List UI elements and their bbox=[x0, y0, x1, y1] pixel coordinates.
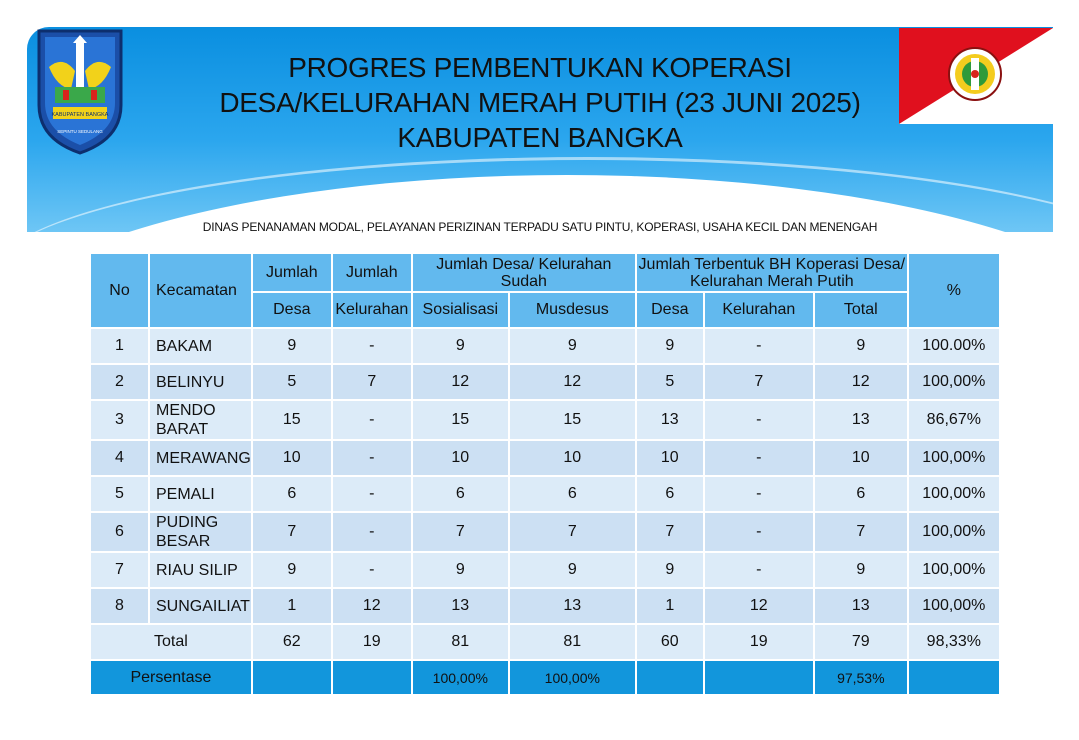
header-musdesus: Musdesus bbox=[510, 293, 635, 327]
cell-kelurahan: - bbox=[369, 337, 375, 354]
cell-musdesus: 12 bbox=[563, 373, 582, 390]
cell-bh-kelurahan: 7 bbox=[754, 373, 764, 390]
cell-bh-desa: 13 bbox=[660, 411, 679, 428]
cell-bh-kelurahan: 12 bbox=[749, 597, 768, 614]
logo-text: KABUPATEN BANGKA bbox=[51, 112, 109, 118]
cell-sosialisasi: 9 bbox=[455, 337, 465, 354]
header-sosialisasi: Sosialisasi bbox=[413, 293, 508, 327]
cell-bh-total: 12 bbox=[851, 373, 870, 390]
cell-kelurahan: 7 bbox=[367, 373, 377, 390]
header-bh-kelurahan: Kelurahan bbox=[705, 293, 813, 327]
header-bh-desa: Desa bbox=[637, 293, 703, 327]
cell-bh-total: 13 bbox=[851, 597, 870, 614]
total-desa: 62 bbox=[282, 633, 301, 650]
header-percent: % bbox=[909, 254, 999, 327]
header-bh-total: Total bbox=[815, 293, 907, 327]
cell-desa: 5 bbox=[287, 373, 297, 390]
cooperative-progress-table bbox=[89, 252, 1001, 696]
cell-musdesus: 7 bbox=[567, 523, 577, 540]
total-percent: 98,33% bbox=[926, 633, 981, 650]
persentase-row bbox=[91, 661, 999, 694]
header-desa: Desa bbox=[253, 293, 331, 327]
total-kelurahan: 19 bbox=[362, 633, 381, 650]
table-row bbox=[91, 513, 999, 551]
cell-bh-total: 13 bbox=[851, 411, 870, 428]
cell-desa: 7 bbox=[287, 523, 297, 540]
cell-percent: 100,00% bbox=[922, 485, 986, 502]
cell-bh-desa: 9 bbox=[665, 337, 675, 354]
table-row bbox=[91, 553, 999, 587]
persentase-musdesus: 100,00% bbox=[510, 661, 635, 694]
header-kelurahan: Kelurahan bbox=[333, 293, 411, 327]
cell-sosialisasi: 9 bbox=[455, 561, 465, 578]
cell-desa: 10 bbox=[282, 449, 301, 466]
header-sudah: Jumlah Desa/ Kelurahan Sudah bbox=[413, 254, 635, 291]
total-sosialisasi: 81 bbox=[451, 633, 470, 650]
persentase-desa-empty bbox=[253, 661, 331, 694]
cell-no: 3 bbox=[115, 411, 124, 428]
cell-desa: 9 bbox=[287, 561, 297, 578]
cell-percent: 100,00% bbox=[922, 373, 986, 390]
cell-kecamatan: MENDO BARAT bbox=[156, 402, 216, 438]
persentase-kelurahan-empty bbox=[333, 661, 411, 694]
table-row bbox=[91, 365, 999, 399]
total-musdesus: 81 bbox=[563, 633, 582, 650]
cell-musdesus: 13 bbox=[563, 597, 582, 614]
cell-bh-desa: 1 bbox=[665, 597, 675, 614]
cell-bh-desa: 10 bbox=[660, 449, 679, 466]
cell-bh-desa: 9 bbox=[665, 561, 675, 578]
cell-desa: 9 bbox=[287, 337, 297, 354]
cell-bh-desa: 7 bbox=[665, 523, 675, 540]
cell-sosialisasi: 10 bbox=[451, 449, 470, 466]
header-jumlah-desa: Jumlah bbox=[253, 254, 331, 291]
cell-bh-kelurahan: - bbox=[756, 485, 762, 502]
table-row bbox=[91, 441, 999, 475]
cell-bh-total: 9 bbox=[856, 561, 866, 578]
cell-kelurahan: - bbox=[369, 449, 375, 466]
cell-musdesus: 9 bbox=[567, 337, 577, 354]
cell-desa: 6 bbox=[287, 485, 297, 502]
header-terbentuk: Jumlah Terbentuk BH Koperasi Desa/ Kelurahan Merah Putih bbox=[638, 255, 906, 290]
cell-musdesus: 10 bbox=[563, 449, 582, 466]
cell-musdesus: 9 bbox=[567, 561, 577, 578]
total-row bbox=[91, 625, 999, 659]
cell-bh-kelurahan: - bbox=[756, 523, 762, 540]
cell-kecamatan: BELINYU bbox=[156, 373, 225, 391]
cell-desa: 1 bbox=[287, 597, 297, 614]
cell-no: 7 bbox=[115, 561, 124, 578]
logo-motto: SEPINTU SEDULANG bbox=[57, 129, 103, 134]
header-no: No bbox=[91, 254, 148, 327]
total-bh-total: 79 bbox=[851, 633, 870, 650]
cell-bh-desa: 6 bbox=[665, 485, 675, 502]
persentase-percent-empty bbox=[909, 661, 999, 694]
cell-kecamatan: RIAU SILIP bbox=[156, 561, 238, 579]
cell-bh-desa: 5 bbox=[665, 373, 675, 390]
persentase-sosialisasi: 100,00% bbox=[413, 661, 508, 694]
header-jumlah-kelurahan: Jumlah bbox=[333, 254, 411, 291]
cell-bh-kelurahan: - bbox=[756, 337, 762, 354]
cell-kecamatan: MERAWANG bbox=[156, 449, 251, 467]
cell-no: 8 bbox=[115, 597, 124, 614]
cell-bh-total: 9 bbox=[856, 337, 866, 354]
page-title bbox=[140, 50, 940, 155]
cell-kelurahan: - bbox=[369, 411, 375, 428]
cell-kecamatan: SUNGAILIAT bbox=[156, 597, 250, 615]
cell-desa: 15 bbox=[282, 411, 301, 428]
cell-bh-total: 7 bbox=[856, 523, 866, 540]
cell-kecamatan: PEMALI bbox=[156, 485, 215, 503]
title-line-3: KABUPATEN BANGKA bbox=[397, 122, 683, 153]
cell-sosialisasi: 12 bbox=[451, 373, 470, 390]
cell-kecamatan: PUDING BESAR bbox=[156, 514, 219, 550]
persentase-bh-total: 97,53% bbox=[815, 661, 907, 694]
title-line-1: PROGRES PEMBENTUKAN KOPERASI bbox=[288, 52, 792, 83]
cell-percent: 100,00% bbox=[922, 597, 986, 614]
cell-sosialisasi: 13 bbox=[451, 597, 470, 614]
table-row bbox=[91, 589, 999, 623]
persentase-label: Persentase bbox=[91, 661, 251, 694]
cell-percent: 100,00% bbox=[922, 561, 986, 578]
total-bh-kelurahan: 19 bbox=[749, 633, 768, 650]
cell-kelurahan: - bbox=[369, 485, 375, 502]
table-row bbox=[91, 477, 999, 511]
cell-kelurahan: 12 bbox=[362, 597, 381, 614]
cell-kelurahan: - bbox=[369, 523, 375, 540]
cell-no: 2 bbox=[115, 373, 124, 390]
cell-kelurahan: - bbox=[369, 561, 375, 578]
title-line-2: DESA/KELURAHAN MERAH PUTIH (23 JUNI 2025) bbox=[219, 87, 861, 118]
cell-no: 5 bbox=[115, 485, 124, 502]
cell-musdesus: 15 bbox=[563, 411, 582, 428]
cell-percent: 100,00% bbox=[922, 449, 986, 466]
cell-sosialisasi: 7 bbox=[455, 523, 465, 540]
total-label: Total bbox=[154, 633, 188, 650]
agency-subtitle: DINAS PENANAMAN MODAL, PELAYANAN PERIZINAN TERPADU SATU PINTU, KOPERASI, USAHA KECIL DAN MENENGAH bbox=[202, 220, 878, 234]
cell-musdesus: 6 bbox=[567, 485, 577, 502]
table-row bbox=[91, 329, 999, 363]
cell-percent: 100,00% bbox=[922, 523, 986, 540]
cell-sosialisasi: 15 bbox=[451, 411, 470, 428]
cell-bh-total: 10 bbox=[851, 449, 870, 466]
cell-bh-kelurahan: - bbox=[756, 449, 762, 466]
cell-no: 1 bbox=[115, 337, 124, 354]
kabupaten-bangka-logo bbox=[33, 27, 127, 155]
cell-bh-kelurahan: - bbox=[756, 561, 762, 578]
persentase-bh-kelurahan-empty bbox=[705, 661, 813, 694]
total-bh-desa: 60 bbox=[660, 633, 679, 650]
cell-sosialisasi: 6 bbox=[455, 485, 465, 502]
cell-kecamatan: BAKAM bbox=[156, 337, 213, 355]
cell-bh-total: 6 bbox=[856, 485, 866, 502]
cell-bh-kelurahan: - bbox=[756, 411, 762, 428]
cell-no: 6 bbox=[115, 523, 124, 540]
cell-percent: 100.00% bbox=[922, 337, 986, 354]
table-row bbox=[91, 401, 999, 439]
header-kecamatan: Kecamatan bbox=[150, 254, 251, 327]
cell-percent: 86,67% bbox=[926, 411, 981, 428]
cell-no: 4 bbox=[115, 449, 124, 466]
persentase-bh-desa-empty bbox=[637, 661, 703, 694]
